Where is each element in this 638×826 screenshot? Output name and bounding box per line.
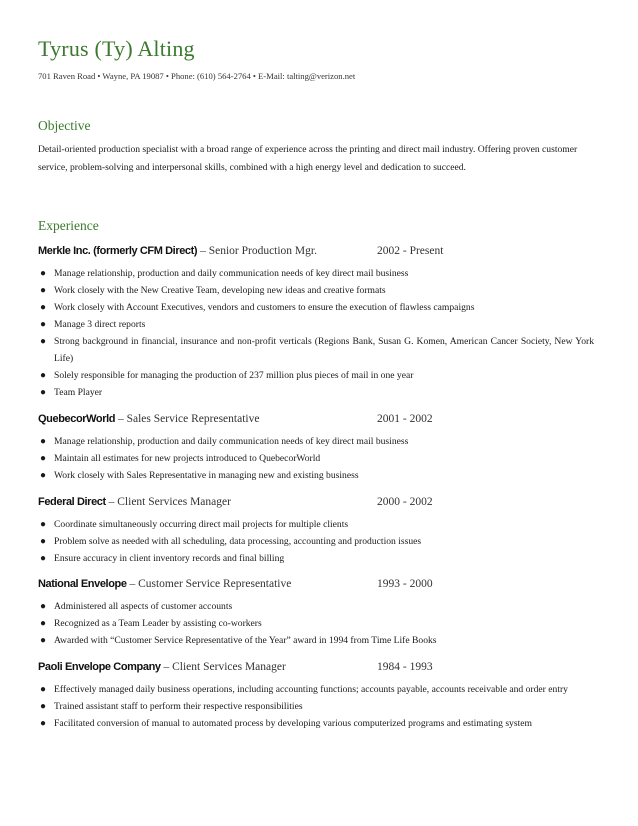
list-item: ● Solely responsible for managing the production of 237 million plus pieces of mail in one year	[38, 367, 594, 384]
bullet-icon: ●	[40, 553, 47, 564]
bullet-icon: ●	[40, 285, 47, 296]
bullet-icon: ●	[40, 268, 47, 279]
job-dates: 1993 - 2000	[377, 578, 433, 590]
list-item: ● Trained assistant staff to perform their respective responsibilities	[38, 698, 594, 715]
company-name: Federal Direct	[38, 496, 106, 508]
job-entry-quebecorworld	[38, 413, 594, 429]
company-name: National Envelope	[38, 578, 127, 590]
bullet-icon: ●	[40, 684, 47, 695]
experience-heading: Experience	[38, 218, 99, 233]
job-bullets-merkle	[38, 265, 594, 401]
job-dates: 1984 - 1993	[377, 661, 433, 673]
bullet-icon: ●	[40, 336, 47, 347]
job-dates: 2000 - 2002	[377, 496, 433, 508]
bullet-icon: ●	[40, 436, 47, 447]
list-item: ● Problem solve as needed with all scheduling, data processing, accounting and production issues	[38, 533, 594, 550]
list-item: ● Facilitated conversion of manual to automated process by developing various computerized programs and estimating system	[38, 715, 594, 732]
list-item: ● Work closely with Account Executives, vendors and customers to ensure the execution of flawless campaigns	[38, 299, 594, 316]
job-role: – Customer Service Representative	[126, 578, 292, 590]
list-item: ● Manage relationship, production and daily communication needs of key direct mail business	[38, 265, 594, 282]
list-item: ● Manage relationship, production and daily communication needs of key direct mail business	[38, 433, 594, 450]
list-item: ● Work closely with the New Creative Team, developing new ideas and creative formats	[38, 282, 594, 299]
bullet-icon: ●	[40, 370, 47, 381]
job-entry-federal-direct	[38, 496, 594, 512]
list-item: ● Recognized as a Team Leader by assisting co-workers	[38, 615, 594, 632]
job-bullets-national-envelope	[38, 598, 594, 649]
candidate-name: Tyrus (Ty) Alting	[38, 36, 195, 61]
list-item: ● Strong background in financial, insurance and non-profit verticals (Regions Bank, Susan G. Komen, American Cancer Society, New York Life)	[38, 333, 594, 367]
list-item: ● Ensure accuracy in client inventory records and final billing	[38, 550, 594, 567]
bullet-icon: ●	[40, 701, 47, 712]
bullet-icon: ●	[40, 635, 47, 646]
bullet-icon: ●	[40, 536, 47, 547]
job-entry-paoli-envelope	[38, 661, 594, 677]
job-bullets-federal-direct	[38, 516, 594, 567]
job-role: – Senior Production Mgr.	[197, 245, 317, 257]
bullet-icon: ●	[40, 319, 47, 330]
list-item: ● Effectively managed daily business operations, including accounting functions; accounts payable, accounts receivable and order entry	[38, 681, 594, 698]
job-entry-national-envelope	[38, 578, 594, 594]
job-bullets-paoli-envelope	[38, 681, 594, 732]
bullet-icon: ●	[40, 453, 47, 464]
job-role: – Client Services Manager	[105, 496, 231, 508]
list-item: ● Work closely with Sales Representative in managing new and existing business	[38, 467, 594, 484]
list-item: ● Team Player	[38, 384, 594, 401]
list-item: ● Maintain all estimates for new projects introduced to QuebecorWorld	[38, 450, 594, 467]
contact-info: 701 Raven Road • Wayne, PA 19087 • Phone: (610) 564-2764 • E-Mail: talting@verizon.net	[38, 71, 356, 81]
bullet-icon: ●	[40, 519, 47, 530]
job-dates: 2002 - Present	[377, 245, 444, 257]
bullet-icon: ●	[40, 302, 47, 313]
list-item: ● Manage 3 direct reports	[38, 316, 594, 333]
job-bullets-quebecorworld	[38, 433, 594, 484]
list-item: ● Awarded with “Customer Service Representative of the Year” award in 1994 from Time Life Books	[38, 632, 594, 649]
job-role: – Sales Service Representative	[115, 413, 260, 425]
bullet-icon: ●	[40, 387, 47, 398]
job-entry-merkle	[38, 245, 594, 261]
bullet-icon: ●	[40, 718, 47, 729]
company-name: Merkle Inc. (formerly CFM Direct)	[38, 245, 198, 257]
job-dates: 2001 - 2002	[377, 413, 433, 425]
objective-text: Detail-oriented production specialist with a broad range of experience across the printing and direct mail industry. Offering proven customer service, problem-solving and interpersonal skills, combined with a high energy level and dedication to succeed.	[38, 144, 578, 173]
bullet-icon: ●	[40, 470, 47, 481]
list-item: ● Coordinate simultaneously occurring direct mail projects for multiple clients	[38, 516, 594, 533]
job-role: – Client Services Manager	[160, 661, 286, 673]
objective-heading: Objective	[38, 118, 91, 133]
bullet-icon: ●	[40, 618, 47, 629]
bullet-icon: ●	[40, 601, 47, 612]
company-name: Paoli Envelope Company	[38, 661, 161, 673]
company-name: QuebecorWorld	[38, 413, 116, 425]
list-item: ● Administered all aspects of customer accounts	[38, 598, 594, 615]
